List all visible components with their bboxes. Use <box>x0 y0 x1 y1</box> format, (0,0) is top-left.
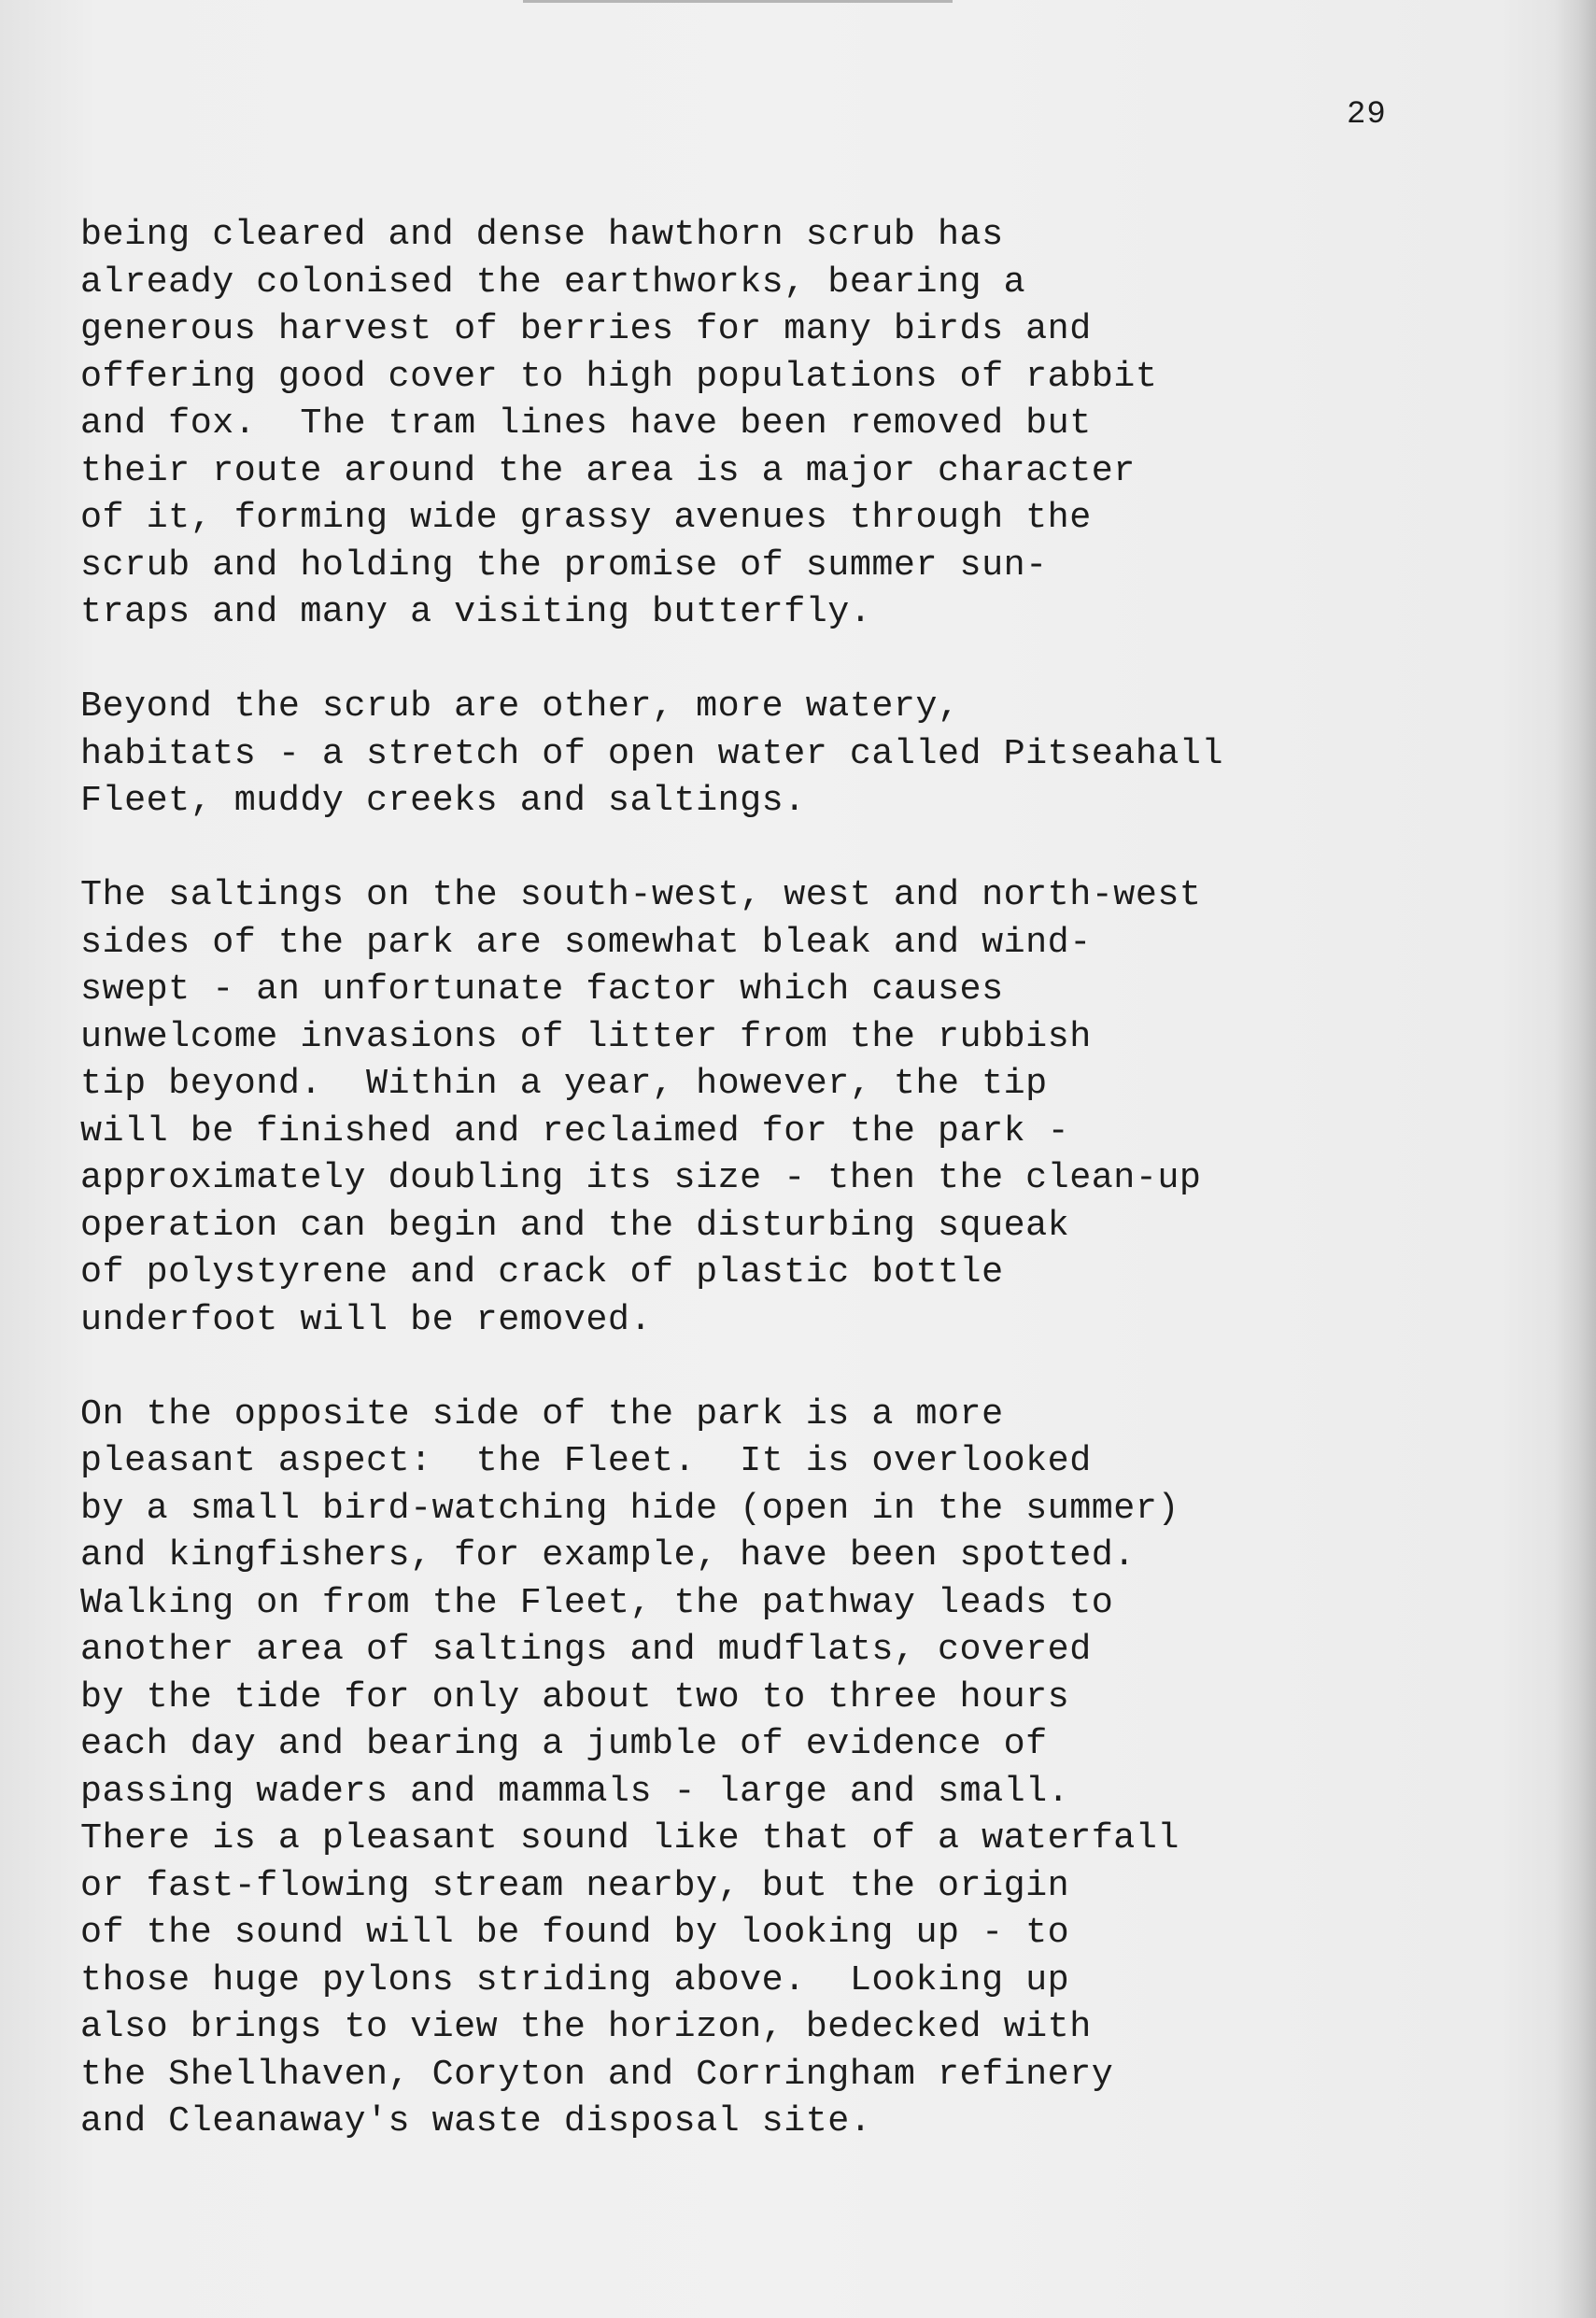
text-line: being cleared and dense hawthorn scrub has <box>80 214 1004 255</box>
paragraph-4 <box>80 1391 1537 2145</box>
text-line: of polystyrene and crack of plastic bottle <box>80 1251 1004 1293</box>
text-line: Beyond the scrub are other, more watery, <box>80 686 960 727</box>
text-line: unwelcome invasions of litter from the rubbish <box>80 1015 1092 1057</box>
paragraph-3 <box>80 871 1537 1343</box>
page-edge-line <box>523 0 953 3</box>
page-shadow <box>1553 0 1596 2318</box>
text-line: their route around the area is a major character <box>80 449 1136 491</box>
text-line: swept - an unfortunate factor which causes <box>80 968 1004 1010</box>
text-line: and kingfishers, for example, have been spotted. <box>80 1534 1136 1576</box>
text-line: already colonised the earthworks, bearing a <box>80 261 1026 303</box>
text-line: There is a pleasant sound like that of a waterfall <box>80 1817 1179 1859</box>
text-line: approximately doubling its size - then the clean-up <box>80 1157 1202 1198</box>
paragraph-1 <box>80 211 1537 636</box>
text-line: pleasant aspect: the Fleet. It is overlooked <box>80 1440 1092 1481</box>
text-line: will be finished and reclaimed for the park - <box>80 1110 1070 1152</box>
text-line: The saltings on the south-west, west and north-west <box>80 874 1202 915</box>
text-line: passing waders and mammals - large and small. <box>80 1770 1070 1812</box>
text-line: another area of saltings and mudflats, covered <box>80 1629 1092 1670</box>
page-number: 29 <box>1347 97 1387 133</box>
text-line: underfoot will be removed. <box>80 1298 652 1340</box>
text-line: Fleet, muddy creeks and saltings. <box>80 780 806 821</box>
text-line: scrub and holding the promise of summer sun- <box>80 544 1048 586</box>
text-line: operation can begin and the disturbing squeak <box>80 1204 1070 1246</box>
text-line: Walking on from the Fleet, the pathway leads to <box>80 1581 1114 1623</box>
text-line: offering good cover to high populations of rabbit <box>80 355 1158 397</box>
text-line: of the sound will be found by looking up - to <box>80 1912 1070 1953</box>
text-line: traps and many a visiting butterfly. <box>80 591 872 632</box>
text-line: tip beyond. Within a year, however, the tip <box>80 1063 1048 1104</box>
text-line: those huge pylons striding above. Looking up <box>80 1958 1070 2000</box>
text-line: of it, forming wide grassy avenues through the <box>80 497 1092 538</box>
text-line: by a small bird-watching hide (open in the summer) <box>80 1487 1179 1529</box>
text-line: generous harvest of berries for many birds and <box>80 308 1092 349</box>
text-line: sides of the park are somewhat bleak and wind- <box>80 921 1092 963</box>
text-line: On the opposite side of the park is a more <box>80 1392 1004 1435</box>
text-line: also brings to view the horizon, bedecked with <box>80 2006 1092 2047</box>
paragraph-2 <box>80 683 1537 825</box>
text-line: and Cleanaway's waste disposal site. <box>80 2100 872 2141</box>
body-text <box>80 211 1537 2192</box>
text-line: and fox. The tram lines have been removed but <box>80 403 1092 444</box>
text-line: by the tide for only about two to three hours <box>80 1675 1070 1717</box>
text-line: habitats - a stretch of open water called Pitseahall <box>80 732 1223 774</box>
text-line: each day and bearing a jumble of evidence of <box>80 1723 1048 1764</box>
text-line: or fast-flowing stream nearby, but the origin <box>80 1864 1070 1906</box>
text-line: the Shellhaven, Coryton and Corringham refinery <box>80 2053 1114 2095</box>
